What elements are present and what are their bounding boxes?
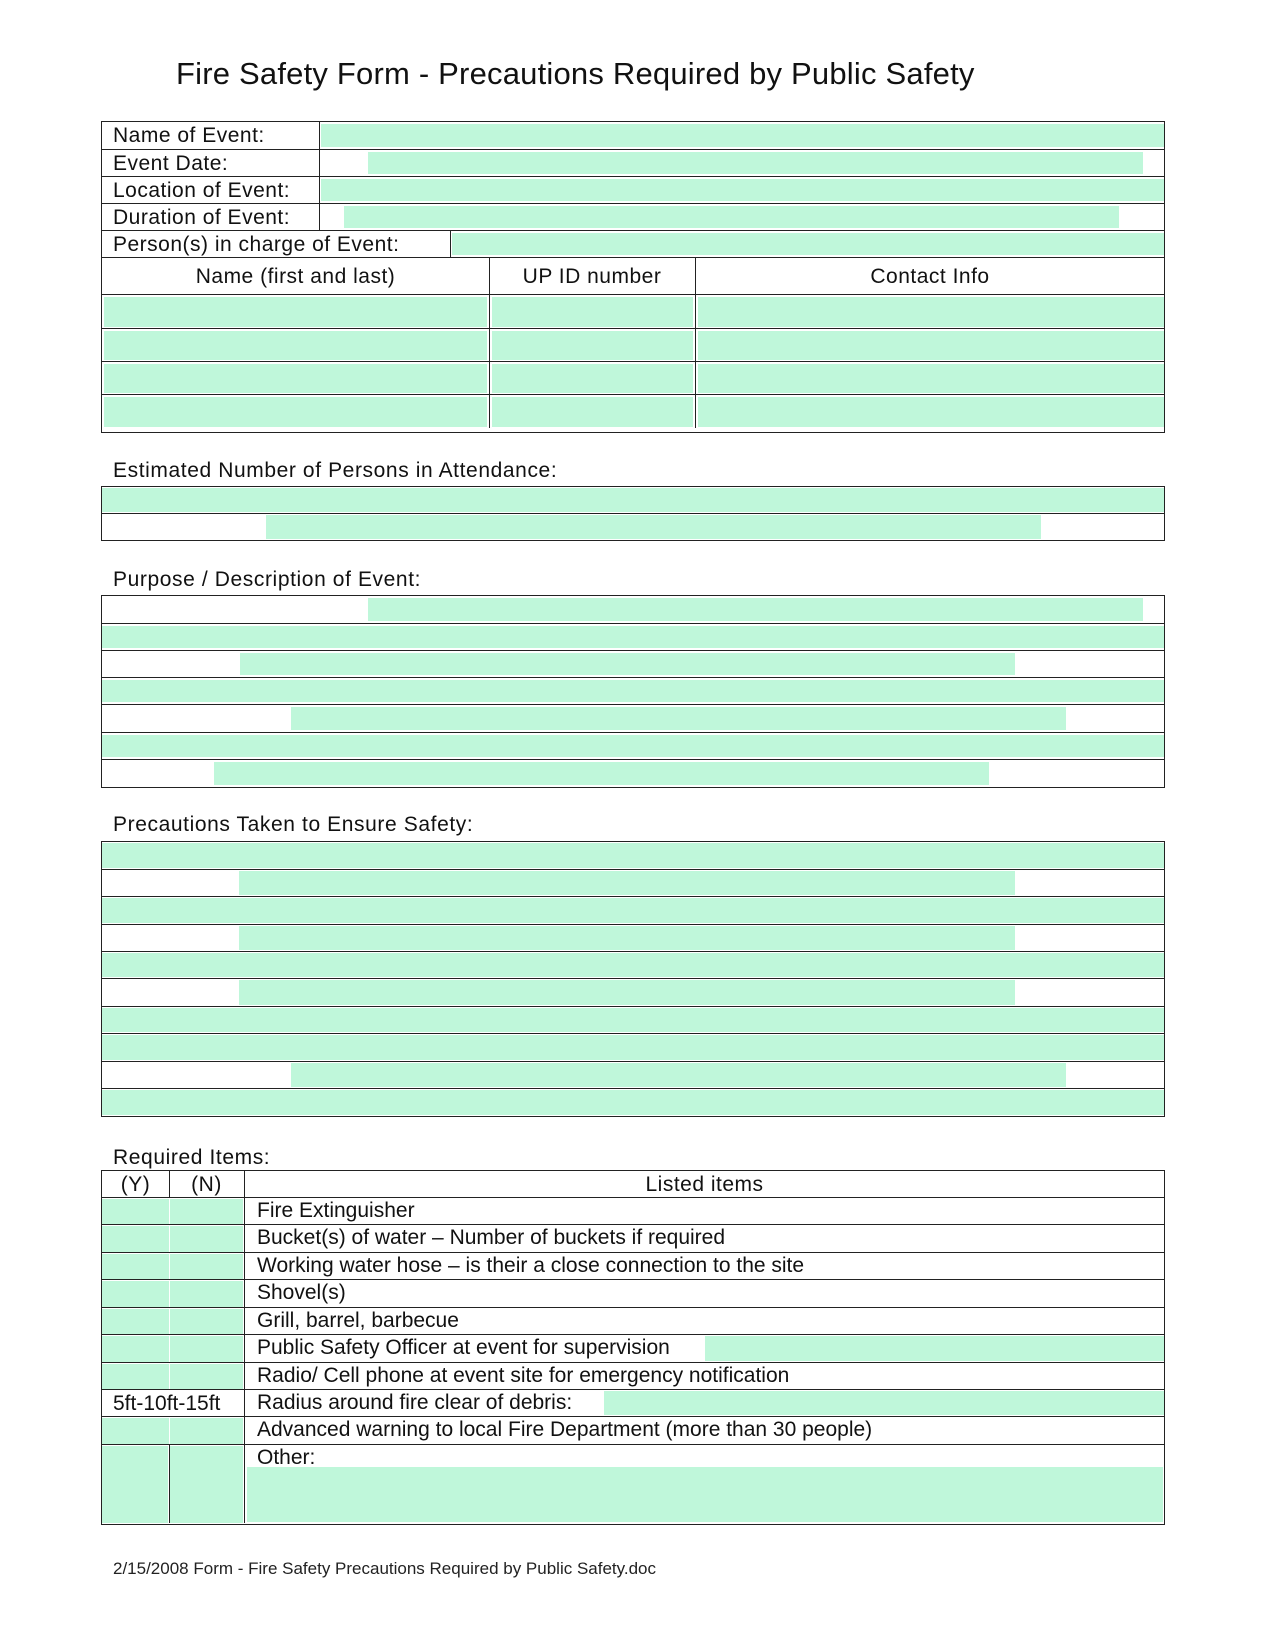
other-notes-field[interactable] bbox=[247, 1467, 1163, 1522]
item-label: Shovel(s) bbox=[257, 1281, 346, 1304]
precautions-line bbox=[102, 979, 1164, 1007]
event-duration-field[interactable] bbox=[344, 206, 1119, 228]
purpose-field[interactable] bbox=[240, 653, 1015, 675]
footer-text: 2/15/2008 Form - Fire Safety Precautions Required by Public Safety.doc bbox=[113, 1559, 657, 1578]
col-yes: (Y) bbox=[120, 1173, 151, 1196]
persons-row bbox=[102, 395, 1164, 428]
required-item-row bbox=[102, 1280, 1164, 1308]
event-in-charge-field[interactable] bbox=[452, 233, 1164, 255]
purpose-field[interactable] bbox=[291, 707, 1066, 730]
required-items-label: Required Items: bbox=[113, 1146, 271, 1169]
col-items: Listed items bbox=[645, 1173, 764, 1196]
precautions-field[interactable] bbox=[239, 980, 1015, 1005]
no-checkbox[interactable] bbox=[170, 1254, 243, 1279]
person-contact-field[interactable] bbox=[698, 297, 1164, 327]
person-contact-field[interactable] bbox=[698, 397, 1164, 427]
event-in-charge-label: Person(s) in charge of Event: bbox=[113, 233, 400, 256]
person-contact-field[interactable] bbox=[698, 331, 1164, 360]
precautions-line bbox=[102, 1062, 1164, 1089]
item-label: Other: bbox=[257, 1446, 316, 1469]
item-label: Grill, barrel, barbecue bbox=[257, 1309, 459, 1332]
required-item-row bbox=[102, 1417, 1164, 1445]
item-label: Radio/ Cell phone at event site for emergency notification bbox=[257, 1364, 790, 1387]
attendance-label: Estimated Number of Persons in Attendance: bbox=[113, 459, 558, 482]
required-item-row bbox=[102, 1225, 1164, 1253]
purpose-label: Purpose / Description of Event: bbox=[113, 568, 422, 591]
attendance-field[interactable] bbox=[266, 515, 1041, 539]
persons-header-row bbox=[102, 258, 1164, 295]
purpose-field[interactable] bbox=[102, 680, 1164, 702]
precautions-line bbox=[102, 870, 1164, 897]
precautions-line bbox=[102, 1034, 1164, 1062]
person-name-field[interactable] bbox=[104, 297, 487, 327]
no-checkbox[interactable] bbox=[170, 1226, 243, 1252]
precautions-line bbox=[102, 1007, 1164, 1034]
yes-checkbox[interactable] bbox=[102, 1309, 169, 1334]
required-items-header bbox=[102, 1171, 1164, 1198]
precautions-field[interactable] bbox=[239, 871, 1015, 895]
event-duration-row bbox=[102, 204, 1164, 231]
persons-row bbox=[102, 329, 1164, 362]
event-name-label: Name of Event: bbox=[113, 124, 265, 147]
person-name-field[interactable] bbox=[104, 364, 487, 393]
radius-notes-field[interactable] bbox=[604, 1391, 1164, 1415]
precautions-field[interactable] bbox=[102, 1035, 1164, 1060]
precautions-field[interactable] bbox=[291, 1063, 1066, 1087]
event-name-field[interactable] bbox=[321, 124, 1164, 147]
precautions-line bbox=[102, 897, 1164, 925]
required-item-row bbox=[102, 1253, 1164, 1280]
precautions-field[interactable] bbox=[102, 1090, 1164, 1115]
no-checkbox[interactable] bbox=[170, 1446, 243, 1523]
required-items-table bbox=[101, 1170, 1165, 1525]
required-item-row bbox=[102, 1390, 1164, 1417]
radius-options[interactable]: 5ft-10ft-15ft bbox=[113, 1392, 221, 1415]
persons-col-name: Name (first and last) bbox=[195, 265, 396, 288]
required-item-row bbox=[102, 1198, 1164, 1225]
yes-checkbox[interactable] bbox=[102, 1364, 169, 1389]
item-label: Fire Extinguisher bbox=[257, 1199, 415, 1222]
event-date-field[interactable] bbox=[368, 152, 1143, 174]
yes-checkbox[interactable] bbox=[102, 1336, 169, 1362]
purpose-line bbox=[102, 596, 1164, 624]
persons-col-contact: Contact Info bbox=[870, 265, 990, 288]
yes-checkbox[interactable] bbox=[102, 1446, 168, 1523]
person-id-field[interactable] bbox=[492, 364, 693, 393]
item-label: Public Safety Officer at event for supervision bbox=[257, 1336, 670, 1359]
precautions-box bbox=[101, 841, 1165, 1117]
event-location-row bbox=[102, 177, 1164, 204]
purpose-line bbox=[102, 678, 1164, 705]
purpose-field[interactable] bbox=[368, 598, 1143, 621]
person-contact-field[interactable] bbox=[698, 364, 1164, 393]
event-date-row bbox=[102, 150, 1164, 177]
no-checkbox[interactable] bbox=[170, 1364, 243, 1389]
precautions-field[interactable] bbox=[102, 898, 1164, 923]
attendance-field[interactable] bbox=[102, 488, 1164, 512]
event-in-charge-row bbox=[102, 231, 1164, 258]
yes-checkbox[interactable] bbox=[102, 1226, 169, 1252]
purpose-field[interactable] bbox=[214, 762, 989, 785]
person-name-field[interactable] bbox=[104, 331, 487, 360]
persons-row bbox=[102, 362, 1164, 395]
attendance-line bbox=[102, 514, 1164, 540]
precautions-field[interactable] bbox=[102, 843, 1164, 868]
purpose-field[interactable] bbox=[102, 735, 1164, 757]
attendance-box bbox=[101, 486, 1165, 541]
person-id-field[interactable] bbox=[492, 397, 693, 427]
event-location-field[interactable] bbox=[321, 179, 1164, 201]
person-name-field[interactable] bbox=[104, 397, 487, 427]
no-checkbox[interactable] bbox=[170, 1309, 243, 1334]
no-checkbox[interactable] bbox=[170, 1336, 243, 1362]
precautions-field[interactable] bbox=[102, 953, 1164, 977]
attendance-line bbox=[102, 487, 1164, 514]
no-checkbox[interactable] bbox=[170, 1418, 243, 1444]
precautions-field[interactable] bbox=[239, 926, 1015, 950]
yes-checkbox[interactable] bbox=[102, 1254, 169, 1279]
item-label: Working water hose – is their a close connection to the site bbox=[257, 1254, 805, 1277]
precautions-line bbox=[102, 952, 1164, 979]
no-checkbox[interactable] bbox=[170, 1281, 243, 1307]
required-item-row bbox=[102, 1445, 1164, 1523]
precautions-line bbox=[102, 1089, 1164, 1116]
required-item-row bbox=[102, 1308, 1164, 1335]
purpose-field[interactable] bbox=[102, 626, 1164, 648]
purpose-line bbox=[102, 624, 1164, 651]
no-checkbox[interactable] bbox=[170, 1199, 243, 1224]
precautions-field[interactable] bbox=[102, 1008, 1164, 1032]
event-date-label: Event Date: bbox=[113, 152, 229, 175]
item-label: Bucket(s) of water – Number of buckets if required bbox=[257, 1226, 726, 1249]
event-location-label: Location of Event: bbox=[113, 179, 291, 202]
yes-checkbox[interactable] bbox=[102, 1199, 169, 1224]
purpose-line bbox=[102, 705, 1164, 733]
purpose-line bbox=[102, 733, 1164, 760]
persons-row bbox=[102, 295, 1164, 329]
required-item-row bbox=[102, 1335, 1164, 1363]
item-label: Radius around fire clear of debris: bbox=[257, 1391, 573, 1414]
purpose-line bbox=[102, 760, 1164, 787]
event-duration-label: Duration of Event: bbox=[113, 206, 291, 229]
precautions-label: Precautions Taken to Ensure Safety: bbox=[113, 813, 474, 836]
page-title: Fire Safety Form - Precautions Required by Public Safety bbox=[176, 56, 975, 91]
yes-checkbox[interactable] bbox=[102, 1281, 169, 1307]
item-label: Advanced warning to local Fire Department (more than 30 people) bbox=[257, 1418, 873, 1441]
event-info-table bbox=[101, 121, 1165, 433]
officer-notes-field[interactable] bbox=[705, 1336, 1164, 1361]
col-no: (N) bbox=[191, 1173, 222, 1196]
persons-col-id: UP ID number bbox=[522, 265, 662, 288]
purpose-line bbox=[102, 651, 1164, 678]
precautions-line bbox=[102, 925, 1164, 952]
event-name-row bbox=[102, 122, 1164, 150]
yes-checkbox[interactable] bbox=[102, 1418, 169, 1444]
required-item-row bbox=[102, 1363, 1164, 1390]
purpose-box bbox=[101, 595, 1165, 788]
person-id-field[interactable] bbox=[492, 331, 693, 360]
person-id-field[interactable] bbox=[492, 297, 693, 327]
precautions-line bbox=[102, 842, 1164, 870]
